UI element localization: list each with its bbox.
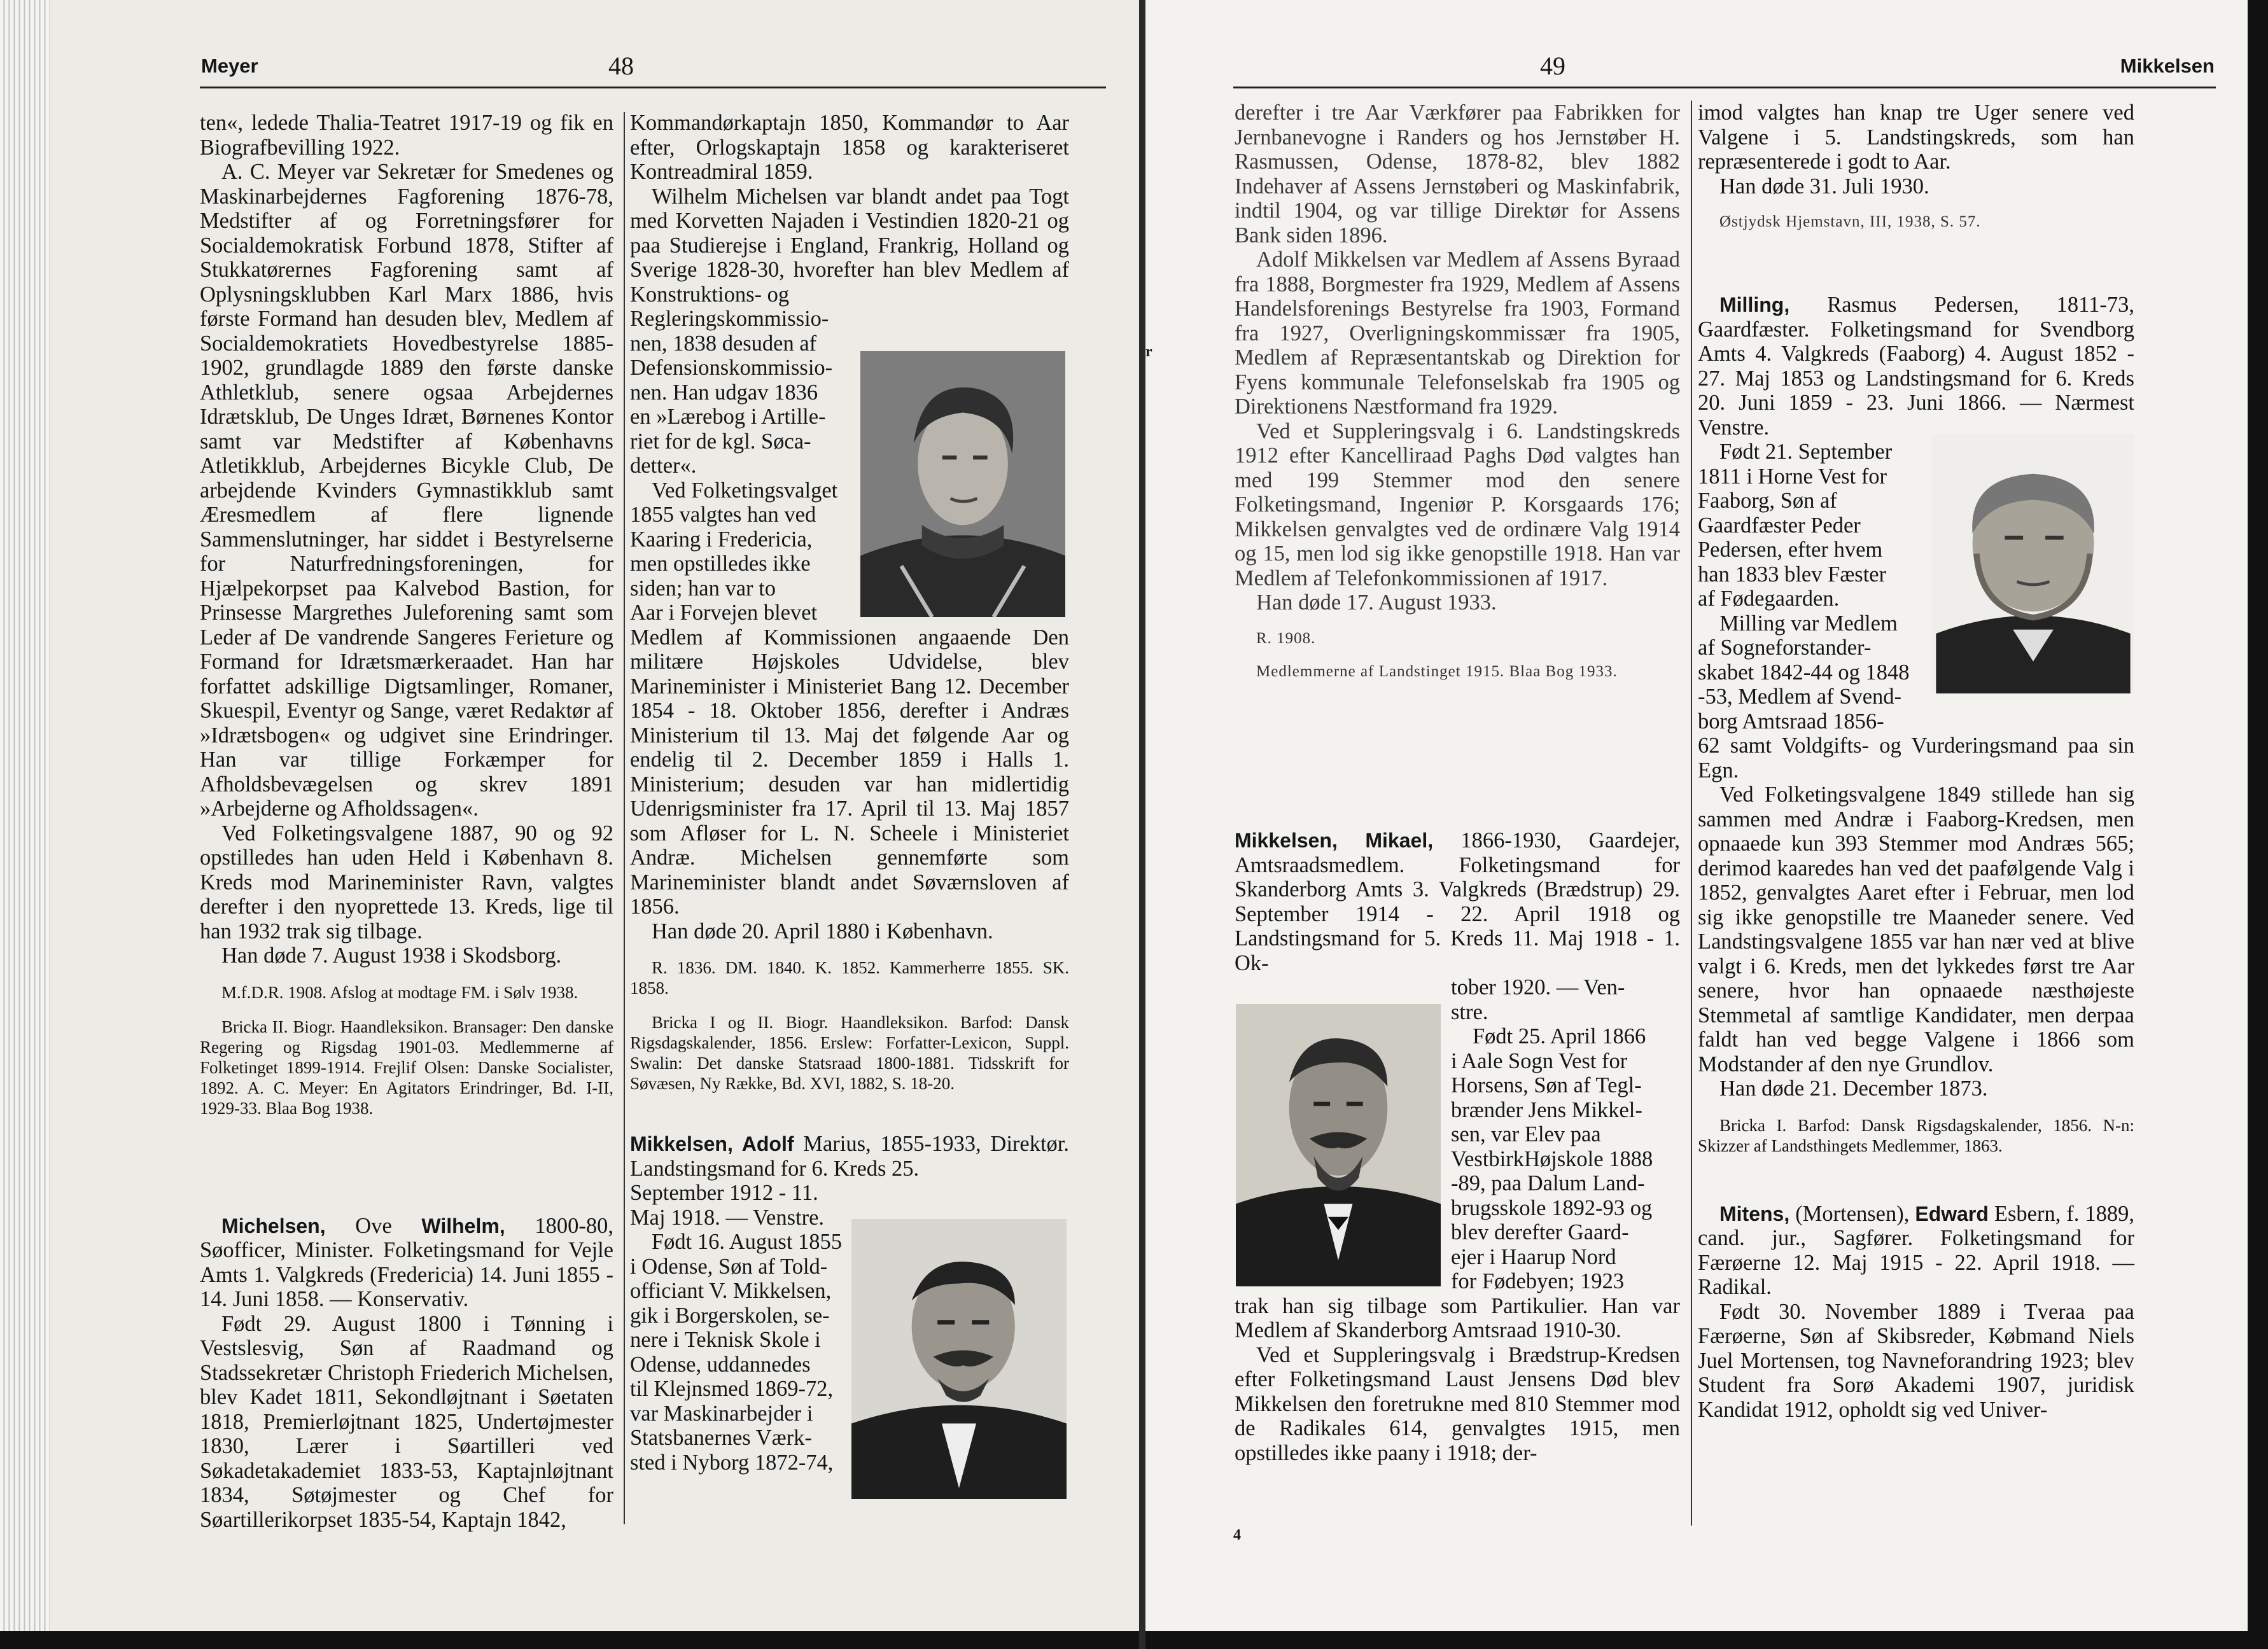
michelsen-honours: R. 1836. DM. 1840. K. 1852. Kammerherre 1855. SK. 1858. bbox=[630, 958, 1069, 998]
adolf-honours: R. 1908. bbox=[1256, 629, 1316, 647]
meyer-honours: M.f.D.R. 1908. Afslog at modtage FM. i Sølv 1938. bbox=[221, 982, 578, 1002]
adolf-continuation: derefter i tre Aar Værkfører paa Fabrikken for Jernbanevogne i Randers og hos Jernstøber H. Rasmussen, Odense, 1878-82, blev 1882 Indehaver af Assens Jernstøberi og Maskinfabrik, indtil 1904, og var tillige Direktør for Assens Bank siden 1896. bbox=[1235, 101, 1680, 247]
right-page bbox=[1145, 0, 2268, 1649]
michelsen-minister-text: Medlem af Kommissionen angaaende Den militære Højskoles Udvidelse, blev Marineminister i Ministeriet Bang 12. December 1854 - 18. Oktober 1856, derefter i Andræs Ministerium til 13. Maj det følgende Aar og endelig til 2. December 1859 i Halls 1. Ministerium; desuden var han midlertidig Udenrigsminister fra 17. April til 13. Maj 1857 som Afløser for L. N. Scheele i Ministeriet Andræ. Michelsen gennemførte som Marineminister blandt andet Søværnsloven af 1856. bbox=[630, 625, 1069, 919]
mikael-lines: tober 1920. — Ven- stre. Født 25. April 1866 i Aale Sogn Vest for Horsens, Søn af Tegl- brænder Jens Mikkel- sen, var Elev paa VestbirkHøjskole 1888 -89, paa Dalum Land- brugsskole 1892-93 og blev derefter Gaard- ejer i Haarup Nord for Fødebyen; 1923 bbox=[1451, 975, 1653, 1293]
milling-death: Han døde 21. December 1873. bbox=[1719, 1076, 1988, 1101]
adolf-death: Han døde 17. August 1933. bbox=[1256, 590, 1497, 615]
margin-mark: r bbox=[1145, 344, 1152, 360]
right-running-head: Mikkelsen bbox=[2120, 55, 2215, 77]
michelsen-death: Han døde 20. April 1880 i København. bbox=[652, 919, 993, 943]
column-divider-left bbox=[624, 112, 625, 1524]
right-page-number: 49 bbox=[1540, 52, 1565, 80]
column-divider-right bbox=[1691, 101, 1692, 1526]
scan-right-edge bbox=[2248, 0, 2268, 1649]
milling-lines: Født 21. September 1811 i Horne Vest for Faaborg, Søn af Gaardfæster Peder Pedersen, efter hvem han 1833 blev Fæster af Fødegaarden. Milling var Medlem af Sogneforstander- skabet 1842-44 og 1848 -53, Medlem af Svend- borg Amtsraad 1856- bbox=[1698, 440, 1910, 734]
right-column-2 bbox=[1698, 101, 2134, 1422]
scan-bottom-edge-right bbox=[1145, 1631, 2268, 1649]
michelsen-continuation: Kommandørkaptajn 1850, Kommandør to Aar efter, Orlogskaptajn 1858 og karakteriseret Kontreadmiral 1859. bbox=[630, 111, 1069, 184]
adolf-mikkelsen-portrait bbox=[851, 1219, 1067, 1499]
adolf-lines: September 1912 - 11. Maj 1918. — Venstre. Født 16. August 1855 i Odense, Søn af Told- officiant V. Mikkelsen, gik i Borgerskolen, se- nere i Teknisk Skole i Odense, uddannedes til Klejnsmed 1869-72, var Maskinarbejder i Statsbanernes Værk- sted i Nyborg 1872-74, bbox=[630, 1181, 843, 1475]
michelsen-commissions-lines: Regleringskommissio- nen, 1838 desuden af Defensionskommissio- nen. Han udgav 1836 en »Lærebog i Artille- riet for de kgl. Søca- detter«. Ved Folketingsvalget 1855 valgtes han ved Kaaring i Fredericia, men opstilledes ikke siden; han var to Aar i Forvejen blevet bbox=[630, 307, 838, 625]
mikael-death: Han døde 31. Juli 1930. bbox=[1719, 174, 1929, 198]
left-page-header bbox=[201, 51, 1105, 85]
michelsen-entry-header: Michelsen, Ove Wilhelm, 1800-80, Søofficer, Minister. Folketingsmand for Vejle Amts 1. Valgkreds (Fredericia) 14. Juni 1855 - 14. Juni 1858. — Konservativ. bbox=[200, 1213, 613, 1311]
michelsen-travels: Wilhelm Michelsen var blandt andet paa Togt med Korvetten Najaden i Vestindien 1820-21 og paa Studierejse i England, Frankrig, Holland og Sverige 1828-30, hvorefter han blev Medlem af Konstruktions- og bbox=[630, 184, 1069, 307]
left-page-number: 48 bbox=[608, 52, 634, 80]
milling-rest: 62 samt Voldgifts- og Vurderingsmand paa sin Egn. bbox=[1698, 734, 2134, 783]
milling-entry-header: Milling, Rasmus Pedersen, 1811-73, Gaardfæster. Folketingsmand for Svendborg Amts 4. Valgkreds (Faaborg) 4. August 1852 - 27. Maj 1853 og Landstingsmand for 6. Kreds 20. Juni 1859 - 23. Juni 1866. — Nærmest Venstre. bbox=[1698, 293, 2134, 440]
left-column-1 bbox=[200, 111, 613, 1532]
adolf-civic-paragraph: Adolf Mikkelsen var Medlem af Assens Byraad fra 1888, Borgmester fra 1929, Medlem af Assens Handelsforenings Bestyrelse fra 1903, Formand fra 1927, Overligningskommissær fra 1905, Medlem af Repræsentantskab og Direktion for Fyens kommunale Telefonselskab fra 1905 og Direktionens Næstformand fra 1929. bbox=[1235, 247, 1680, 419]
signature-mark: 4 bbox=[1233, 1527, 1241, 1543]
mikael-election-paragraph: Ved et Suppleringsvalg i Brædstrup-Kredsen efter Folketingsmand Laust Jensens Død blev Mikkelsen den foretrukne med 810 Stemmer mod de Radikales 614, genvalgtes 1915, men opstilledes ikke paany i 1918; der- bbox=[1235, 1342, 1680, 1465]
adolf-name: Mikkelsen, Adolf bbox=[630, 1132, 794, 1155]
milling-name: Milling, bbox=[1719, 293, 1790, 316]
meyer-continuation: ten«, ledede Thalia-Teatret 1917-19 og fik en Biografbevilling 1922. bbox=[200, 111, 613, 160]
right-page-header bbox=[1235, 51, 2215, 85]
mikael-entry-header: Mikkelsen, Mikael, 1866-1930, Gaardejer, Amtsraadsmedlem. Folketingsmand for Skanderborg Amts 3. Valgkreds (Brædstrup) 29. September 1914 - 22. April 1918 og Landstingsmand for 5. Kreds 11. Maj 1918 - 1. Ok- bbox=[1235, 828, 1681, 975]
mitens-name: Mitens, bbox=[1719, 1202, 1790, 1225]
michelsen-sources: Bricka I og II. Biogr. Haandleksikon. Barfod: Dansk Rigsdagskalender, 1856. Erslew: Forfatter-Lexicon, Suppl. Swalin: Det danske Statsraad 1800-1881. Tidsskrift for Søvæsen, Ny Række, Bd. XVI, 1882, S. 18-20. bbox=[630, 1013, 1069, 1093]
mikael-mikkelsen-portrait bbox=[1236, 1004, 1441, 1286]
mikael-name: Mikkelsen, Mikael, bbox=[1235, 829, 1434, 852]
michelsen-biography: Født 29. August 1800 i Tønning i Vestslesvig, Søn af Raadmand og Stadssekretær Christoph Friederich Michelsen, blev Kadet 1811, Sekondløjtnant i Søetaten 1818, Premierløjtnant 1825, Undertøjmester 1830, Lærer i Søartilleri ved Søkadetakademiet 1833-53, Kaptajnløjtnant 1834, Søtøjmester og Chef for Søartillerikorpset 1835-54, Kaptajn 1842, bbox=[200, 1311, 613, 1532]
meyer-death: Han døde 7. August 1938 i Skodsborg. bbox=[221, 943, 562, 968]
mitens-entry-header: Mitens, (Mortensen), Edward Esbern, f. 1889, cand. jur., Sagfører. Folketingsmand for Færøerne 12. Maj 1915 - 22. April 1918. — Radikal. bbox=[1698, 1201, 2135, 1299]
michelsen-surname: Michelsen, bbox=[221, 1214, 326, 1237]
adolf-sources: Medlemmerne af Landstinget 1915. Blaa Bog 1933. bbox=[1256, 662, 1618, 680]
right-header-rule bbox=[1233, 87, 2216, 88]
michelsen-portrait bbox=[860, 351, 1065, 617]
meyer-career-paragraph: A. C. Meyer var Sekretær for Smedenes og Maskinarbejdernes Fagforening 1876-78, Medstifter af og Forretningsfører for Socialdemokratisk Forbund 1878, Stifter af Stukkatørernes Fagforening samt af Oplysningsklubben Karl Marx 1886, hvis første Formand han desuden blev, Medlem af Socialdemokratiets Hovedbestyrelse 1885-1902, grundlagde 1889 den første danske Athletklub, senere ogsaa Arbejdernes Idrætsklub, De Unges Idræt, Børnenes Kontor samt var Medstifter af Københavns Atletikklub, Arbejdernes Bicykle Club, De arbejdende Kvinders Gymnastikklub samt Æresmedlem af flere lignende Sammenslutninger, har siddet i Bestyrelserne for Naturfredningsforeningen, for Hjælpekorpset paa Kalvebod Bastion, for Prinsesse Margrethes Juleforening samt som Leder af De vandrende Sangeres Ferieture og Formand for Idrætsmærkeraadet. Han har forfattet adskillige Digtsamlinger, Romaner, Skuespil, Eventyr og Sange, været Redaktør af »Idrætsbogen« og udgivet sine Erindringer. Han var tillige Forkæmper for Afholdsbevægelsen og skrev 1891 »Arbejderne og Afholdssagen«. bbox=[200, 160, 613, 821]
left-running-head: Meyer bbox=[201, 55, 258, 77]
mikael-retirement: trak han sig tilbage som Partikulier. Han var Medlem af Skanderborg Amtsraad 1910-30. bbox=[1235, 1293, 1680, 1342]
meyer-sources: Bricka II. Biogr. Haandleksikon. Bransager: Den danske Regering og Rigsdag 1901-03. Medlemmerne af Folketinget 1899-1914. Freјlif Olsen: Danske Socialister, 1892. A. C. Meyer: En Agitators Erindringer, Bd. I-II, 1929-33. Blaa Bog 1938. bbox=[200, 1017, 613, 1118]
milling-election-paragraph: Ved Folketingsvalgene 1849 stillede han sig sammen med Andræ i Faaborg-Kredsen, men opnaaede kun 393 Stemmer mod Andræs 565; derimod kaaredes han ved det paafølgende Valg i 1852, genvalgtes Aaret efter i Februar, men lod sig ikke genopstille tre Maaneder senere. Ved Landstingsvalgene 1855 var han nær ved at blive valgt i 6. Kreds, men det lykkedes først tre Aar senere, hvor han opnaaede næsthøjeste Stemmetal af samtlige Kandidater, men derpaa faldt han ved begge Valgene i 1866 som Modstander af den nye Grundlov. bbox=[1698, 783, 2134, 1076]
book-page-edges bbox=[0, 0, 50, 1649]
book-gutter bbox=[1139, 0, 1145, 1649]
scan-bottom-edge bbox=[0, 1631, 1139, 1649]
mikael-source: Østjydsk Hjemstavn, III, 1938, S. 57. bbox=[1719, 213, 1981, 230]
mikael-continuation: imod valgtes han knap tre Uger senere ved Valgene i 5. Landstingskreds, som han repræsenterede i godt to Aar. bbox=[1698, 101, 2134, 174]
mitens-biography: Født 30. November 1889 i Tveraa paa Færøerne, Søn af Skibsreder, Købmand Niels Juel Mortensen, tog Navneforandring 1923; blev Student fra Sorø Akademi 1907, juridisk Kandidat 1912, opholdt sig ved Univer- bbox=[1698, 1299, 2134, 1422]
left-header-rule bbox=[200, 87, 1106, 88]
meyer-elections-paragraph: Ved Folketingsvalgene 1887, 90 og 92 opstilledes han uden Held i København 8. Kreds mod Marineminister Ravn, valgtes derefter i den nyoprettede 13. Kreds, lige til han 1932 trak sig tilbage. bbox=[200, 821, 613, 943]
right-column-1 bbox=[1235, 101, 1680, 681]
adolf-election-paragraph: Ved et Suppleringsvalg i 6. Landstingskreds 1912 efter Kancelliraad Paghs Død valgtes han med 199 Stemmer mod den senere Folketingsmand, Ingeniør P. Korsgaards 176; Mikkelsen genvalgtes ved de ordinære Valg 1914 og 15, men lod sig ikke genopstille 1918. Han var Medlem af Telefonkommissionen af 1917. bbox=[1235, 419, 1680, 590]
milling-portrait bbox=[1932, 434, 2134, 693]
adolf-entry-header: Mikkelsen, Adolf Marius, 1855-1933, Direktør. Landstingsmand for 6. Kreds 25. bbox=[630, 1132, 1070, 1181]
milling-sources: Bricka I. Barfod: Dansk Rigsdagskalender, 1856. N-n: Skizzer af Landsthingets Medlemmer, 1863. bbox=[1698, 1115, 2134, 1155]
